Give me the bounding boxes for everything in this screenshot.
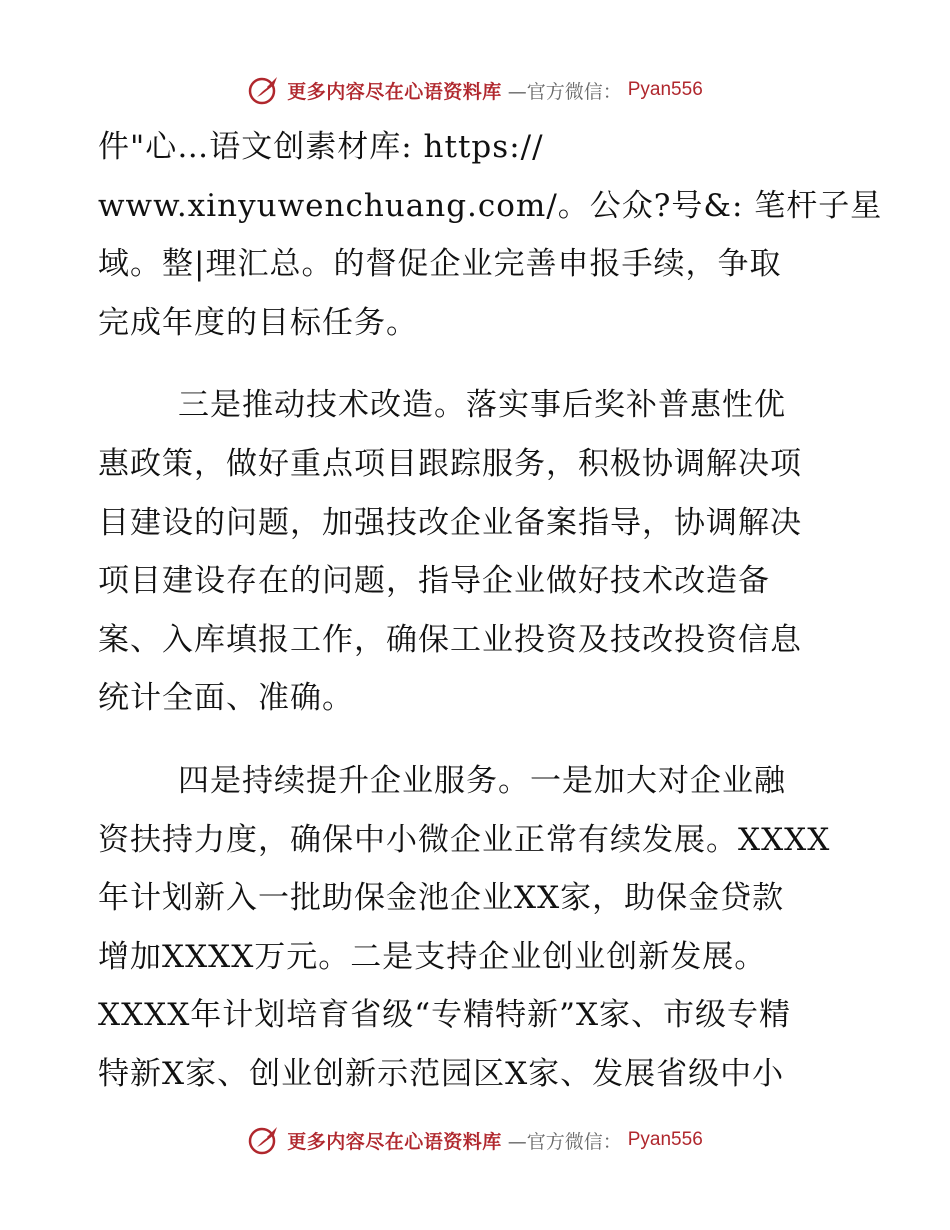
document-body: [98, 118, 883, 1104]
paragraph-1-line-1: 件"心…语文创素材库: https://: [98, 129, 544, 165]
paragraph-2-line-3: 目建设的问题，加强技改企业备案指导，协调解决: [98, 504, 802, 541]
banner-red-text: 更多内容尽在心语资料库: [287, 1130, 502, 1153]
footer-banner: [0, 1120, 950, 1160]
paragraph-1: [98, 118, 883, 352]
paragraph-3-line-2: 资扶持力度，确保中小微企业正常有续发展。XXXX: [98, 821, 831, 858]
paragraph-2-line-2: 惠政策，做好重点项目跟踪服务，积极协调解决项: [98, 445, 802, 482]
paragraph-1-line-4: 完成年度的目标任务。: [98, 304, 418, 341]
paragraph-3-line-3: 年计划新入一批助保金池企业XX家，助保金贷款: [98, 880, 785, 917]
banner-wechat-id: Pyan556: [627, 1129, 703, 1150]
paragraph-3-line-6: 特新X家、创业创新示范园区X家、发展省级中小: [98, 1055, 785, 1092]
paragraph-3-line-4: 增加XXXX万元。二是支持企业创业创新发展。: [98, 938, 767, 975]
paragraph-2-line-4: 项目建设存在的问题，指导企业做好技术改造备: [98, 563, 770, 600]
paragraph-1-line-3: 域。整|理汇总。的督促企业完善申报手续，争取: [98, 246, 782, 283]
paragraph-3-line-1: 四是持续提升企业服务。一是加大对企业融: [178, 762, 786, 799]
quill-circle-logo-icon: [247, 1123, 281, 1157]
paragraph-2-line-1: 三是推动技术改造。落实事后奖补普惠性优: [178, 387, 786, 424]
banner-gray-text: —官方微信：: [507, 80, 622, 103]
paragraph-3: [98, 752, 858, 1104]
paragraph-2: [98, 376, 858, 728]
paragraph-1-line-2: www.xinyuwenchuang.com/。公众?号&: 笔杆子星: [98, 187, 883, 224]
paragraph-2-line-6: 统计全面、准确。: [98, 680, 354, 717]
banner-gray-text: —官方微信：: [507, 1130, 622, 1153]
paragraph-3-line-5: XXXX年计划培育省级“专精特新”X家、市级专精: [98, 997, 792, 1034]
banner-wechat-id: Pyan556: [627, 79, 703, 100]
quill-circle-logo-icon: [247, 73, 281, 107]
header-banner: [0, 70, 950, 110]
paragraph-2-line-5: 案、入库填报工作，确保工业投资及技改投资信息: [98, 621, 802, 658]
banner-red-text: 更多内容尽在心语资料库: [287, 80, 502, 103]
